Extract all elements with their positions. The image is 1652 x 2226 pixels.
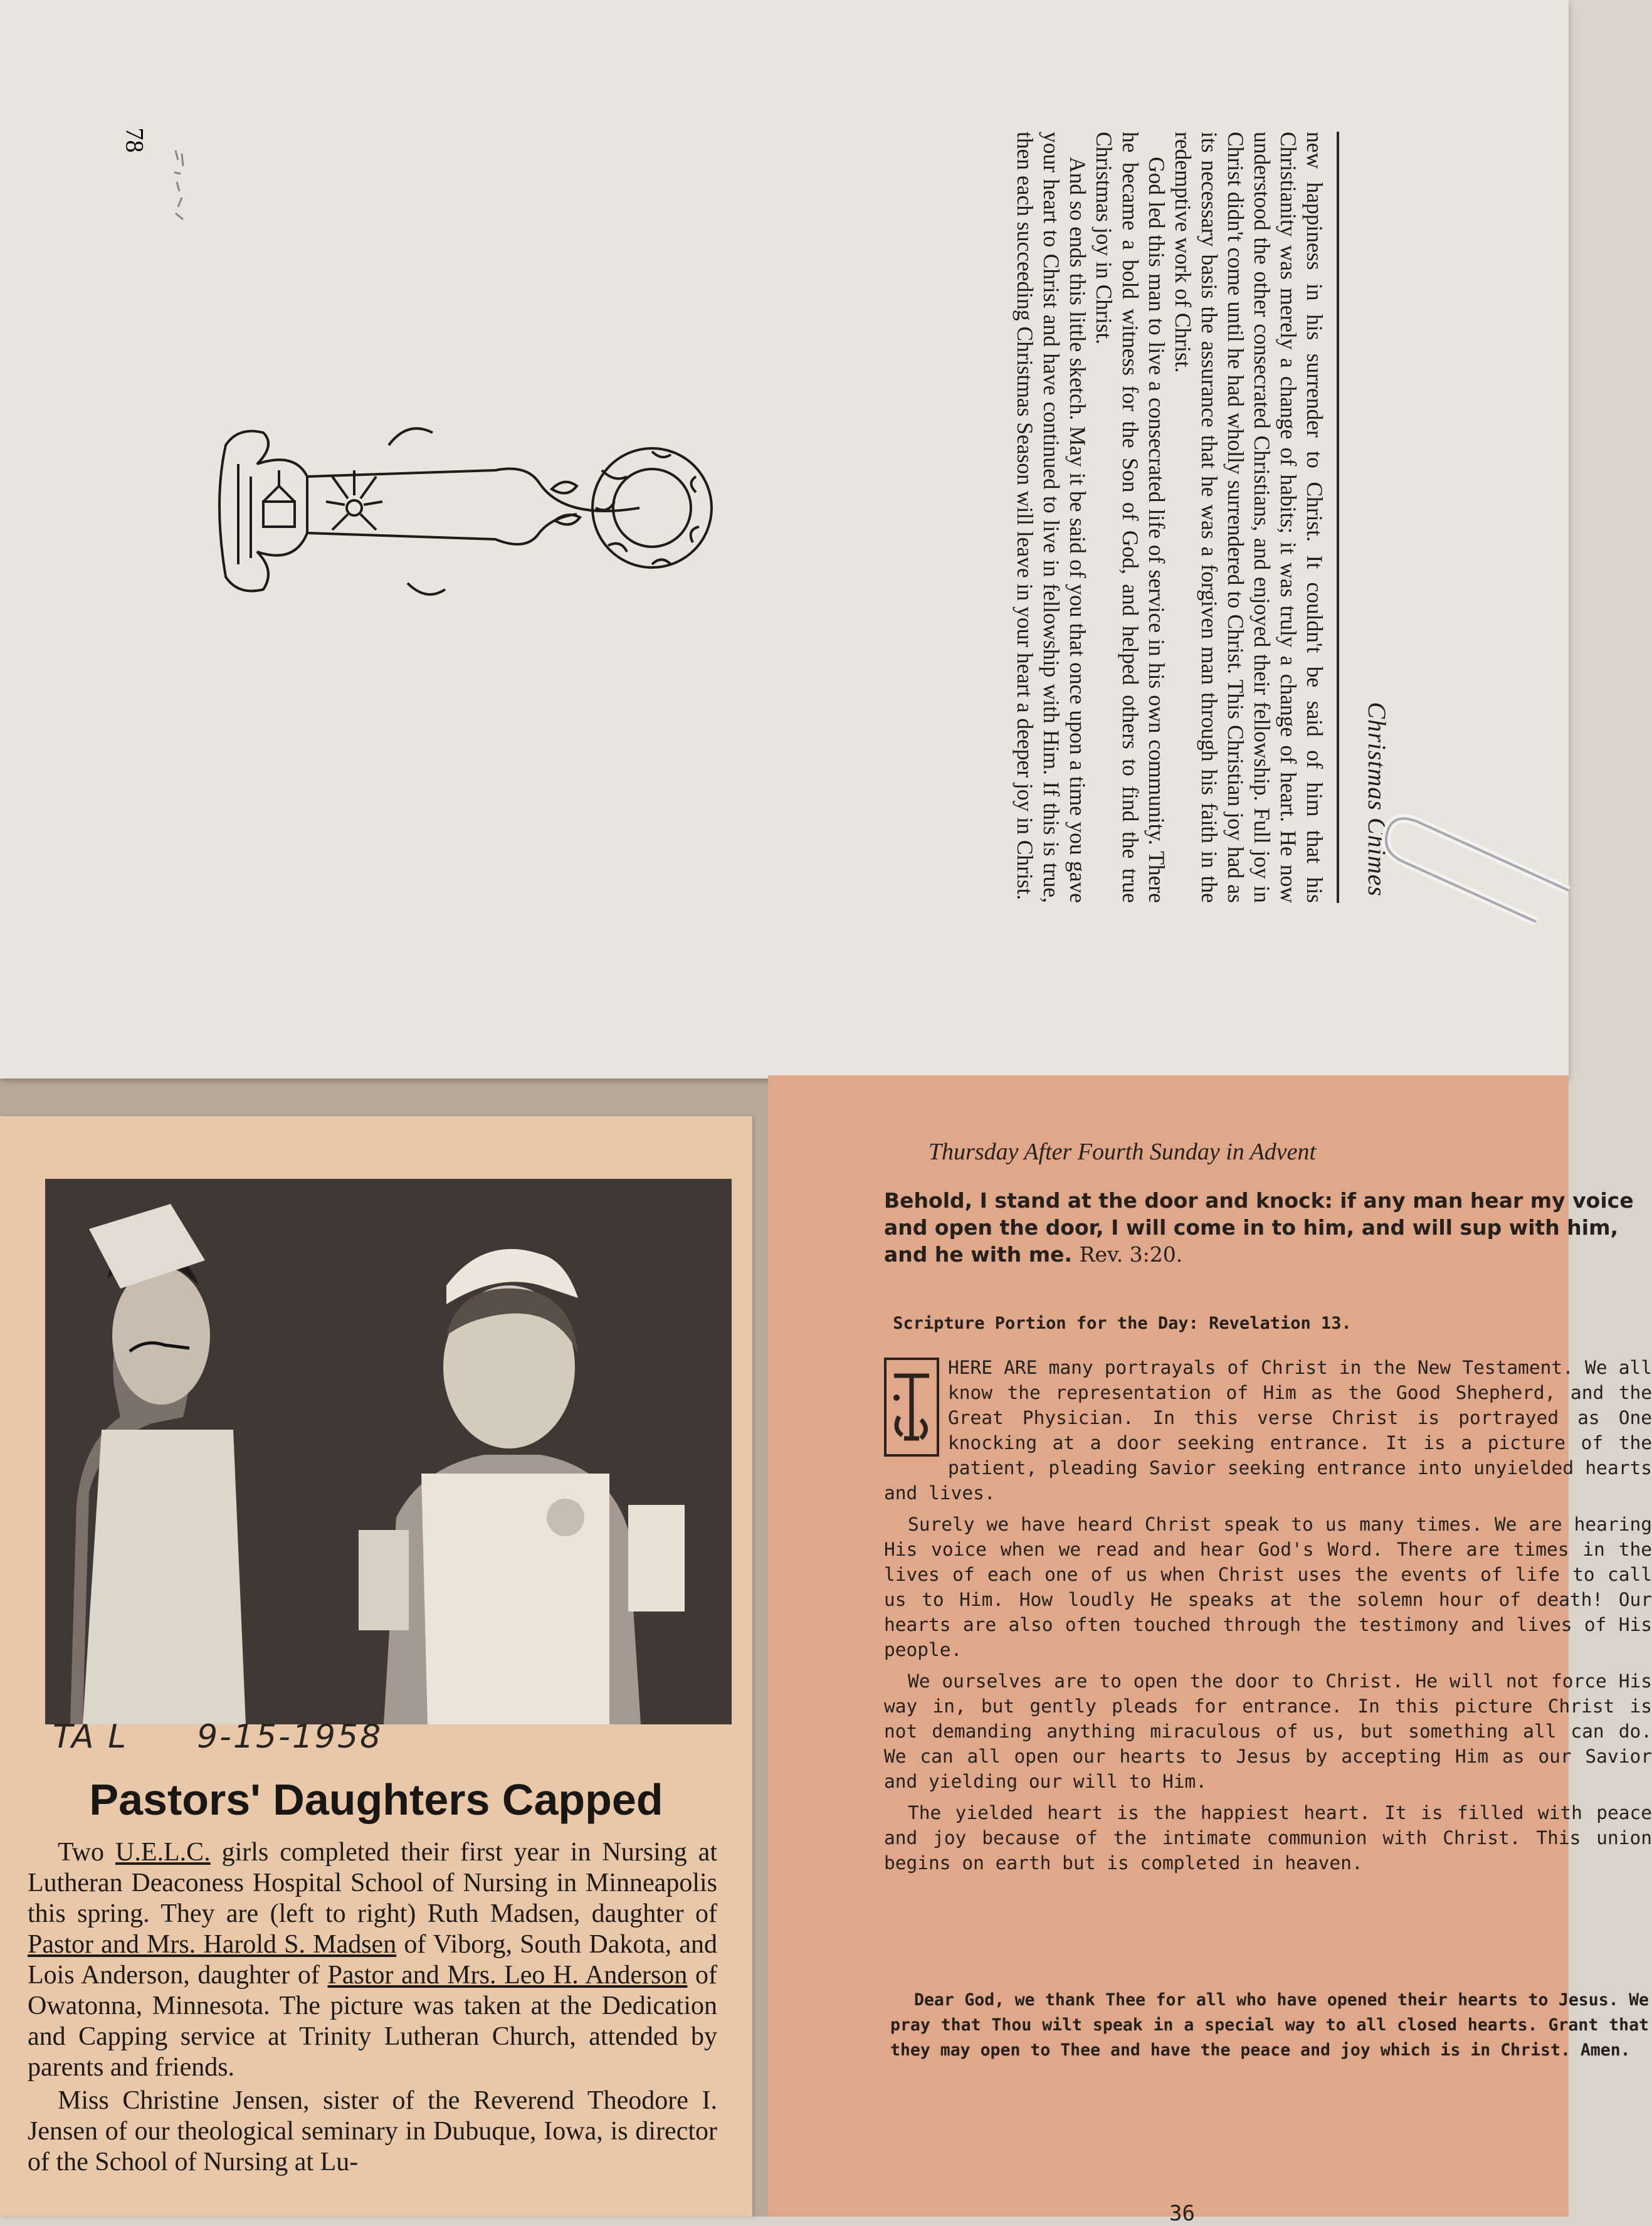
handwritten-date: 9-15-1958 — [197, 1718, 383, 1756]
chimes-body — [1012, 132, 1328, 903]
wreath-and-church-scroll-icon — [201, 408, 721, 615]
devotional-body — [884, 1355, 1652, 1882]
devotional-paragraph-1-text: HERE ARE many portrayals of Christ in the New Testament. We all know the representation of Him as the Good Shepherd, and the Great Physician. In this verse Christ is portrayed as One knocking at a door seeking entrance. It is a picture of the patient, pleading Savior seeking entrance into unyielded hearts and lives. — [884, 1357, 1652, 1504]
paper-clip-icon — [1379, 809, 1569, 922]
clip-underlined-run: Pastor and Mrs. Harold S. Madsen — [28, 1930, 397, 1959]
devotional-prayer: Dear God, we thank Thee for all who have opened their hearts to Jesus. We pray that Thou wilt speak in a special way to all closed hearts. Grant that they may open to Thee and have the peace and joy which is in Christ. Amen. — [890, 1990, 1649, 2060]
chimes-text-frame — [759, 132, 1392, 903]
clip-text-run: of Owatonna, Minnesota. The picture was taken at the Dedication and Capping service at Trinity Lutheran Church, attended by parents and friends. — [28, 1961, 717, 2082]
devotional-title: Thursday After Fourth Sunday in Advent — [928, 1139, 1317, 1165]
handwritten-initials: TA L — [53, 1718, 129, 1756]
devotional-paragraph-3: We ourselves are to open the door to Christ. He will not force His way in, but gently pleads for entrance. In this picture Christ is not demanding anything miraculous of us, but something all can do. We can all open our hearts to Jesus by accepting Him as our Savior and yielding our will to Him. — [884, 1670, 1652, 1792]
devotional-page — [768, 1075, 1652, 2226]
chimes-paragraph-2: God led this man to live a consecrated life of service in his own community. There he became a bold witness for the Son of God, and helped others to find the true Christmas joy in Christ. — [1092, 132, 1169, 903]
drop-cap-t-icon — [884, 1358, 939, 1457]
clip-text-run: of Viborg, South Dakota, and Lois Anderson, daughter of — [28, 1930, 718, 1990]
chimes-header — [1337, 132, 1392, 903]
chimes-page-number: 78 — [120, 127, 149, 153]
clip-underlined-run: U.E.L.C. — [115, 1838, 211, 1867]
pencil-mark-icon — [169, 147, 194, 223]
chimes-rotated-text-block — [759, 132, 1523, 903]
clip-text-run: girls completed their first year in Nursing at Lutheran Deaconess Hospital School of Nursing in Minneapolis this spring. They are (left to right) Ruth Madsen, daughter of — [28, 1838, 717, 1928]
scripture-portion: Scripture Portion for the Day: Revelation 13. — [893, 1314, 1352, 1333]
clipping-paragraph-2: Miss Christine Jensen, sister of the Reverend Theodore I. Jensen of our theological seminary in Dubuque, Iowa, is director of the School of Nursing at Lu- — [28, 2086, 717, 2176]
handwritten-annotation — [53, 1718, 451, 1756]
clip-text-run: Two — [58, 1838, 115, 1867]
christmas-chimes-page — [0, 0, 1569, 1079]
devotional-paragraph-1 — [884, 1355, 1652, 1506]
devotional-page-number: 36 — [1169, 2201, 1195, 2226]
clip-underlined-run: Pastor and Mrs. Leo H. Anderson — [327, 1961, 688, 1990]
verse-text: Behold, I stand at the door and knock: if any man hear my voice and open the door, I will come in to him, and will sup with him, and he with me. — [884, 1188, 1634, 1267]
bible-verse — [884, 1187, 1652, 1268]
verse-reference: Rev. 3:20. — [1079, 1242, 1183, 1267]
chimes-paragraph-1: new happiness in his surrender to Christ. It couldn't be said of him that his Christianity was merely a change of habits; it was truly a change of heart. He now understood the other consecrated Christians, and enjoyed their fellowship. Full joy in Christ didn't come until he had wholly surrendered to Christ. This Christian joy had as its necessary basis the assurance that he was a forgiven man through his faith in the redemptive work of Christ. — [1171, 132, 1327, 903]
clipping-headline: Pastors' Daughters Capped — [89, 1775, 663, 1824]
chimes-paragraph-3: And so ends this little sketch. May it be said of you that once upon a time you gave your heart to Christ and have continued to live in fellowship with Him. If this is true, then each succeeding Christmas Season will leave in your heart a deeper joy in Christ. — [1013, 132, 1090, 903]
nurses-photo — [45, 1179, 732, 1724]
devotional-paragraph-2: Surely we have heard Christ speak to us many times. We are hearing His voice when we read and hear God's Word. There are times in the lives of each one of us when Christ uses the events of life to call us to Him. How loudly He speaks at the solemn hour of death! Our hearts are also often touched through the testimony and lives of His people. — [884, 1514, 1652, 1660]
clipping-body — [28, 1837, 717, 2180]
clipping-paragraph-1 — [28, 1837, 717, 2083]
devotional-paragraph-4: The yielded heart is the happiest heart. It is filled with peace and joy because of the intimate communion with Christ. This union begins on earth but is completed in heaven. — [884, 1802, 1652, 1874]
chimes-running-head: Christmas Chimes — [1363, 702, 1391, 897]
